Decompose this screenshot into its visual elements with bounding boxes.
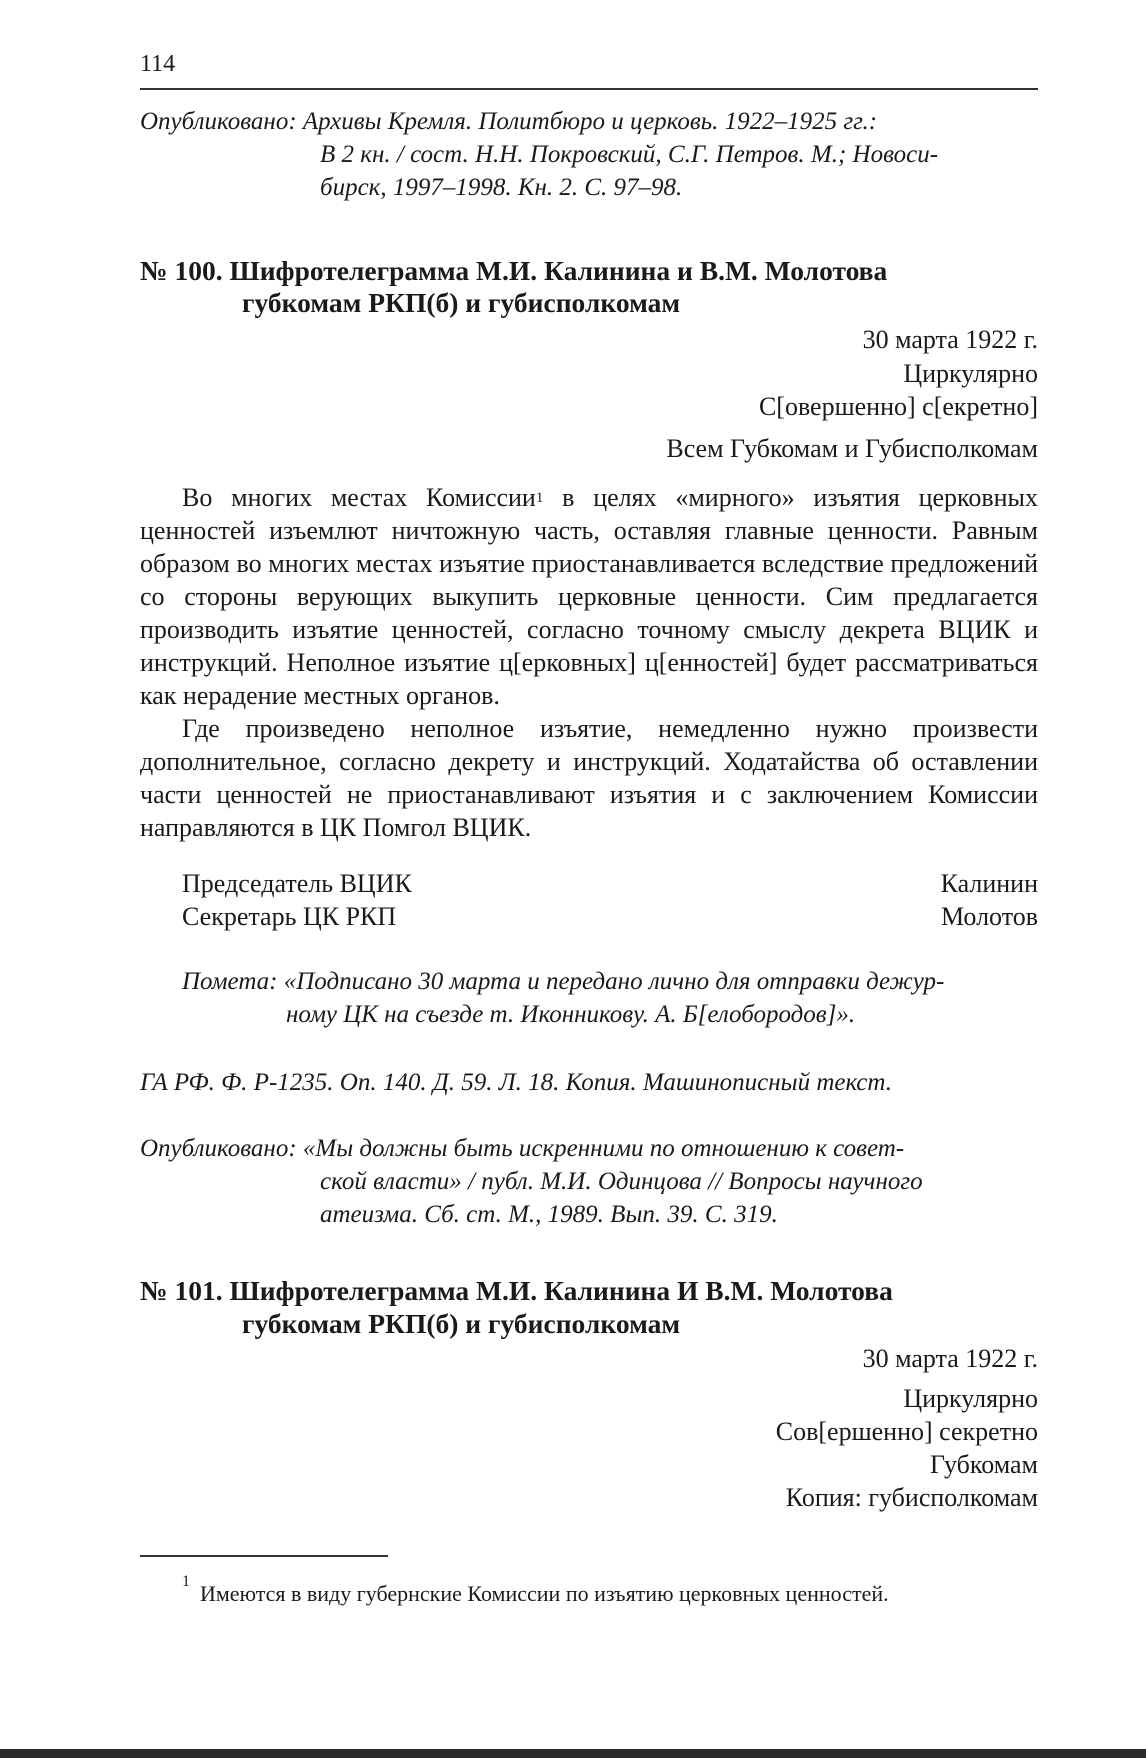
doc100-mark-secret: С[овершенно] с[екретно] — [758, 392, 1038, 421]
published-top-line-1: Опубликовано: Архивы Кремля. Политбюро и церковь. 1922–1925 гг.: — [140, 108, 878, 135]
signature-name-1: Калинин — [940, 869, 1038, 898]
doc100-title-line-1: № 100. Шифротелеграмма М.И. Калинина и В.М. Молотова — [140, 255, 888, 286]
doc101-mark-copy: Копия: губисполкомам — [785, 1483, 1038, 1512]
doc101-mark-secret: Сов[ершенно] секретно — [775, 1417, 1038, 1446]
doc100-published-line-2: ской власти» / публ. М.И. Одинцова // Вопросы научного — [320, 1168, 923, 1195]
doc101-date: 30 марта 1922 г. — [862, 1344, 1038, 1373]
footnote-text: Имеются в виду губернские Комиссии по изъятию церковных ценностей. — [200, 1581, 889, 1606]
doc101-mark-addressee: Губкомам — [929, 1450, 1038, 1479]
doc100-paragraph-1: Во многих местах Комиссии$^1$ в целях «мирного» изъятия церковных ценностей изъемлют ничтожную часть, оставляя главные ценности. Равным образом во многих местах изъятие приостанавливается вследствие предложений со стороны верующих выкупить церковные ценности. Сим предлагается производить изъятие ценностей, согласно точному смыслу декрета ВЦИК и инструкций. Неполное изъятие ц[ерковных] ц[енностей] будет рассматриваться как нерадение местных органов. — [140, 483, 1039, 710]
doc100-published-line-1: Опубликовано: «Мы должны быть искренними по отношению к совет- — [140, 1135, 905, 1162]
doc100-body — [140, 481, 1038, 844]
doc100-note-line-2: ному ЦК на съезде т. Иконникову. А. Б[елобородов]». — [286, 1001, 856, 1028]
doc100-paragraph-2: Где произведено неполное изъятие, немедленно нужно произвести дополнительное, согласно декрету и инструкций. Ходатайства об оставлении части ценностей не приостанавливают изъятия и с заключением Комиссии направляются в ЦК Помгол ВЦИК. — [140, 714, 1038, 842]
header-rule — [140, 88, 1038, 90]
signature-position-1: Председатель ВЦИК — [182, 869, 412, 898]
doc100-mark-circular: Циркулярно — [903, 359, 1038, 388]
footnote-number: 1 — [182, 1573, 190, 1590]
published-top-line-3: бирск, 1997–1998. Кн. 2. С. 97–98. — [320, 174, 683, 201]
doc100-title-line-2: губкомам РКП(б) и губисполкомам — [242, 287, 681, 318]
footnote-rule — [140, 1555, 388, 1557]
doc100-mark-addressee: Всем Губкомам и Губисполкомам — [666, 434, 1038, 463]
page-number: 114 — [140, 51, 176, 77]
footnote-ref: 1 — [535, 490, 544, 506]
signature-position-2: Секретарь ЦК РКП — [182, 902, 397, 931]
doc100-archive-ref: ГА РФ. Ф. Р-1235. Оп. 140. Д. 59. Л. 18. Копия. Машинописный текст. — [140, 1069, 892, 1096]
doc100-date: 30 марта 1922 г. — [862, 325, 1038, 354]
doc101-title-line-1: № 101. Шифротелеграмма М.И. Калинина И В.М. Молотова — [140, 1275, 893, 1306]
doc100-published-line-3: атеизма. Сб. ст. М., 1989. Вып. 39. С. 319. — [320, 1201, 778, 1228]
doc101-title-line-2: губкомам РКП(б) и губисполкомам — [242, 1308, 681, 1339]
signature-name-2: Молотов — [940, 902, 1038, 931]
doc101-mark-circular: Циркулярно — [903, 1384, 1038, 1413]
doc100-note-line-1: Помета: «Подписано 30 марта и передано лично для отправки дежур- — [182, 968, 945, 995]
page-bottom-edge — [0, 1749, 1146, 1758]
published-top-line-2: В 2 кн. / сост. Н.Н. Покровский, С.Г. Петров. М.; Новоси- — [320, 141, 939, 168]
